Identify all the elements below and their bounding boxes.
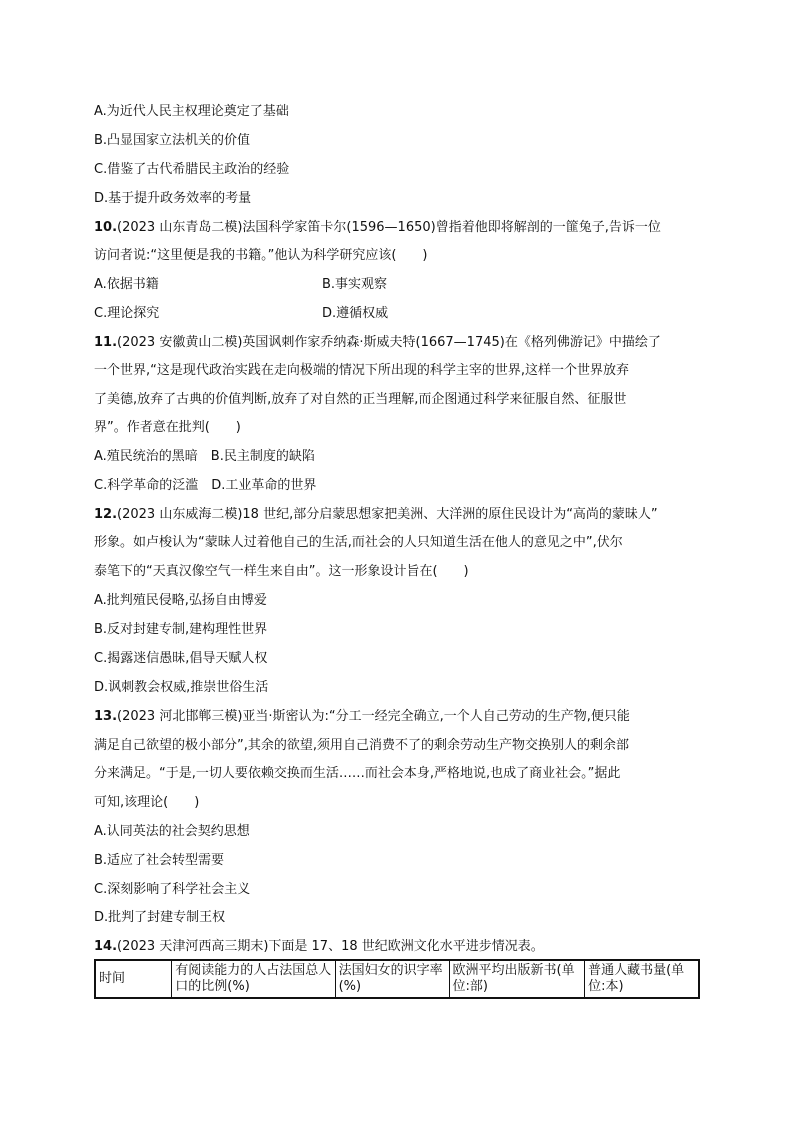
q12-option-c: C.揭露迷信愚昧,倡导天赋人权 xyxy=(94,651,268,666)
q12-option-b: B.反对封建专制,建构理性世界 xyxy=(94,622,268,637)
option-a: A.为近代人民主权理论奠定了基础 xyxy=(94,104,289,119)
q12-text-1: (2023 山东威海二模)18 世纪,部分启蒙思想家把美洲、大洋洲的原住民设计为“高尚的蒙昧人” xyxy=(117,507,658,522)
header-book-collection: 普通人藏书量(单位:本) xyxy=(585,960,699,998)
q11-number: 11. xyxy=(94,335,118,350)
header-new-books: 欧洲平均出版新书(单位:部) xyxy=(449,960,585,998)
q10-option-b: B.事实观察 xyxy=(322,277,388,292)
q10-stem-line-2: 访问者说:“这里便是我的书籍。”他认为科学研究应该( ) xyxy=(94,248,428,263)
q13-stem-line-4: 可知,该理论( ) xyxy=(94,795,200,810)
q10-number: 10. xyxy=(94,220,118,235)
header-time: 时间 xyxy=(95,960,172,998)
q11-stem-line-1 xyxy=(94,335,661,351)
q10-option-c: C.理论探究 xyxy=(94,306,160,321)
q11-stem-line-3: 了美德,放弃了古典的价值判断,放弃了对自然的正当理解,而企图通过科学来征服自然、征服世 xyxy=(94,392,627,407)
q11-stem-line-2: 一个世界,“这是现代政治实践在走向极端的情况下所出现的科学主宰的世界,这样一个世界放弃 xyxy=(94,363,630,378)
q12-stem-line-2: 形象。如卢梭认为“蒙昧人过着他自己的生活,而社会的人只知道生活在他人的意见之中”,伏尔 xyxy=(94,535,623,550)
header-female-literacy: 法国妇女的识字率(%) xyxy=(335,960,449,998)
q10-option-row-1 xyxy=(94,277,159,293)
q13-option-a: A.认同英法的社会契约思想 xyxy=(94,824,250,839)
q10-option-a: A.依据书籍 xyxy=(94,277,159,292)
culture-progress-table xyxy=(94,959,700,999)
q12-number: 12. xyxy=(94,507,118,522)
option-d: D.基于提升政务效率的考量 xyxy=(94,191,252,206)
q12-option-d: D.讽刺教会权威,推崇世俗生活 xyxy=(94,680,269,695)
q10-text-1: (2023 山东青岛二模)法国科学家笛卡尔(1596—1650)曾指着他即将解剖的一篚兔子,告诉一位 xyxy=(117,220,661,235)
option-c: C.借鉴了古代希腊民主政治的经验 xyxy=(94,162,290,177)
q11-stem-line-4: 界”。作者意在批判( ) xyxy=(94,420,241,435)
option-b: B.凸显国家立法机关的价值 xyxy=(94,133,251,148)
q13-option-c: C.深刻影响了科学社会主义 xyxy=(94,882,251,897)
q14-text-1: (2023 天津河西高三期末)下面是 17、18 世纪欧洲文化水平进步情况表。 xyxy=(117,939,544,954)
q11-options-cd: C.科学革命的泛滥 D.工业革命的世界 xyxy=(94,478,317,493)
header-reading-ratio: 有阅读能力的人占法国总人口的比例(%) xyxy=(172,960,335,998)
q12-option-a: A.批判殖民侵略,弘扬自由博爱 xyxy=(94,593,267,608)
q14-number: 14. xyxy=(94,939,118,954)
q13-stem-line-3: 分来满足。“于是,一切人要依赖交换而生活……而社会本身,严格地说,也成了商业社会。”据此 xyxy=(94,766,621,781)
q13-stem-line-2: 满足自己欲望的极小部分”,其余的欲望,须用自己消费不了的剩余劳动生产物交换别人的剩余部 xyxy=(94,738,630,753)
q11-text-1: (2023 安徽黄山二模)英国讽刺作家乔纳森·斯威夫特(1667—1745)在《格列佛游记》中描绘了 xyxy=(117,335,661,350)
q10-stem-line-1 xyxy=(94,220,661,236)
q13-option-d: D.批判了封建专制王权 xyxy=(94,910,226,925)
q12-stem-line-1 xyxy=(94,507,658,523)
q13-option-b: B.适应了社会转型需要 xyxy=(94,853,225,868)
q13-stem-line-1 xyxy=(94,709,630,725)
q14-stem-line-1 xyxy=(94,939,544,955)
q12-stem-line-3: 泰笔下的“天真汉像空气一样生来自由”。这一形象设计旨在( ) xyxy=(94,564,469,579)
q10-option-d: D.遵循权威 xyxy=(322,306,389,321)
table-header-row xyxy=(95,960,699,998)
q13-number: 13. xyxy=(94,709,118,724)
q11-options-ab: A.殖民统治的黑暗 B.民主制度的缺陷 xyxy=(94,449,315,464)
q13-text-1: (2023 河北邯郸三模)亚当·斯密认为:“分工一经完全确立,一个人自己劳动的生产物,便只能 xyxy=(117,709,630,724)
